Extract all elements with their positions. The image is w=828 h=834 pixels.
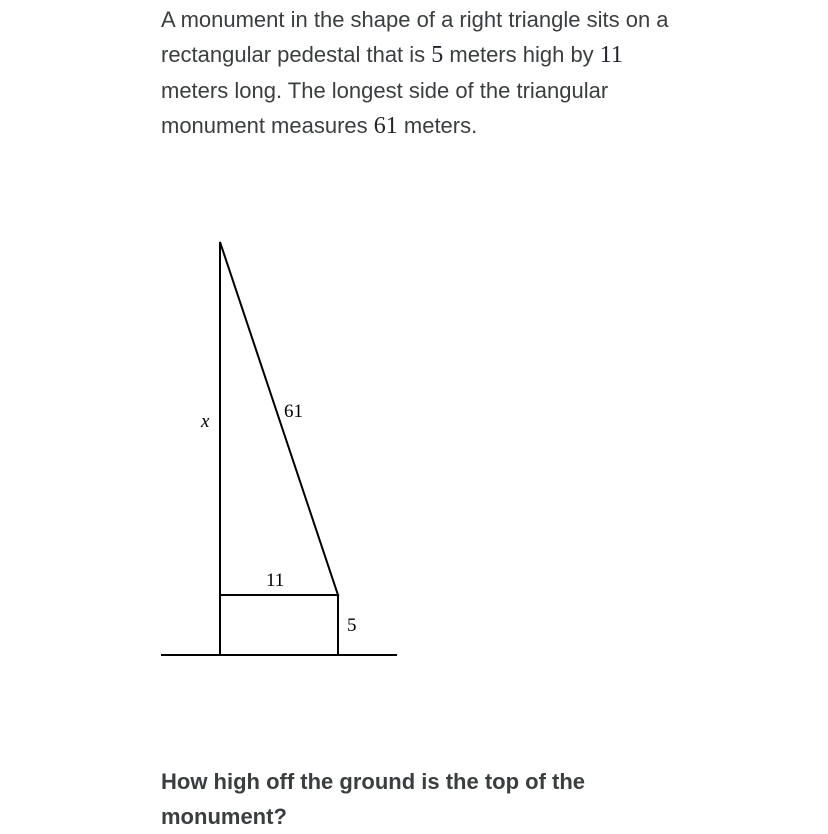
monument-diagram: [150, 230, 410, 670]
monument-diagram-svg: [150, 230, 410, 670]
question-text: How high off the ground is the top of the monument?: [161, 769, 586, 829]
label-hypotenuse: 61: [284, 401, 303, 422]
problem-text-part1: A monument in the shape of a right triangle sits on a rectangular pedestal that is: [161, 7, 669, 67]
problem-text-part3: meters long. The longest side of the triangular monument measures: [161, 78, 609, 138]
label-base: 11: [266, 570, 285, 591]
problem-text-part4: meters.: [397, 113, 478, 138]
monument-triangle: [220, 242, 338, 595]
pedestal-height-value: 5: [431, 42, 444, 68]
pedestal-rectangle: [220, 595, 338, 655]
hypotenuse-value: 61: [373, 113, 398, 139]
problem-text-part2: meters high by: [443, 42, 600, 67]
label-x: x: [201, 411, 210, 432]
pedestal-length-value: 11: [599, 42, 623, 68]
label-pedestal-height: 5: [347, 615, 357, 636]
problem-statement: [161, 2, 681, 144]
